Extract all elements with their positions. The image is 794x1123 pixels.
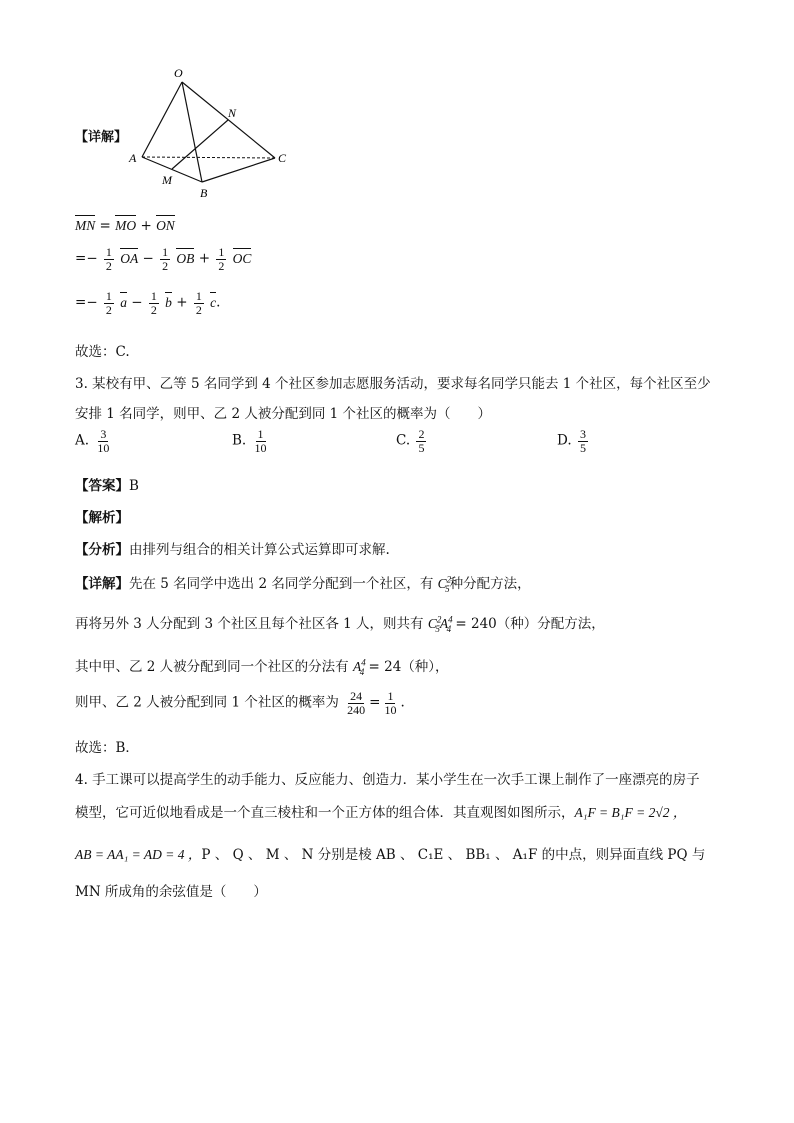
q3-line2: 安排 1 名同学，则甲、乙 2 人被分配到同 1 个社区的概率为（ ） — [75, 406, 492, 422]
fraction-half: $\frac{1}{2}$ — [105, 245, 112, 273]
q4-line4: MN 所成角的余弦值是（ ） — [75, 884, 267, 900]
q3-detail-1: 【详解】先在 5 名同学中选出 2 名同学分配到一个社区，有 $C^2_5$种分配方法， — [75, 574, 531, 594]
q4-line1: 4. 手工课可以提高学生的动手能力、反应能力、创造力．某小学生在一次手工课上制作了一座漂亮的房子 — [75, 772, 700, 788]
label-c: C — [278, 151, 287, 165]
label-m: M — [162, 173, 172, 187]
vec-on: ON — [156, 218, 175, 233]
q4-line3: AB = AA₁ = AD = 4 ，P 、 Q 、 M 、 N 分别是棱 AB 、 C₁E 、 BB₁ 、 A₁F 的中点，则异面直线 PQ 与 — [75, 847, 706, 863]
vec-oc: OC — [232, 250, 252, 266]
vector-equation-2: =− $\frac{1}{2}$ OA − $\frac{1}{2}$ OB + $\frac{1}{2}$ OC — [75, 245, 252, 273]
tetrahedron-diagram — [120, 62, 300, 202]
label-b: B — [200, 186, 208, 200]
q4-line2: 模型，它可近似地看成是一个直三棱柱和一个正方体的组合体．其直观图如图所示，A₁F = B₁F = 2√2 ， — [75, 805, 687, 821]
vector-equation-3: =− $\frac{1}{2}$ a − $\frac{1}{2}$ b + $\frac{1}{2}$ c. — [75, 289, 221, 317]
q3-line1: 3. 某校有甲、乙等 5 名同学到 4 个社区参加志愿服务活动，要求每名同学只能去 1 个社区，每个社区至少 — [75, 376, 711, 392]
eq-sign: = — [99, 218, 111, 234]
detail-tag: 【详解】 — [75, 130, 128, 145]
q3-option-a: A. $\frac{3}{10}$ — [75, 427, 110, 455]
vec-ob: OB — [176, 250, 195, 266]
plus-sign: + — [140, 218, 152, 234]
q3-option-b: B. $\frac{1}{10}$ — [232, 427, 267, 455]
vec-mo: MO — [115, 218, 137, 233]
vector-equation-1 — [75, 218, 175, 234]
edge-bc — [202, 158, 275, 182]
q3-option-d: D. $\frac{3}{5}$ — [557, 427, 586, 455]
q3-analysis-tag: 【解析】 — [75, 510, 129, 526]
edge-ac-dashed — [142, 157, 275, 158]
vec-mn: MN — [75, 218, 96, 233]
edge-oa — [142, 82, 182, 157]
vec-b: b — [165, 294, 172, 310]
permutation-a44: $A^4_4$ — [352, 657, 366, 677]
q3-fenxi: 【分析】由排列与组合的相关计算公式运算即可求解. — [75, 542, 390, 558]
edge-ab — [142, 157, 202, 182]
q3-detail-4: 则甲、乙 2 人被分配到同 1 个社区的概率为 $\frac{24}{240}$ = $\frac{1}{10}$ . — [75, 689, 405, 717]
vec-c: c — [210, 294, 217, 310]
vec-a: a — [120, 294, 127, 310]
label-n: N — [228, 106, 237, 120]
edge-oc — [182, 82, 275, 158]
label-a: A — [129, 151, 137, 165]
edge-ob — [182, 82, 202, 182]
vec-oa: OA — [120, 250, 139, 266]
q3-answer: 【答案】B — [75, 478, 139, 494]
segment-mn — [172, 120, 228, 169]
combination-c52: $C^2_5$ — [437, 574, 452, 594]
label-o: O — [174, 66, 183, 80]
q3-detail-3: 其中甲、乙 2 人被分配到同一个社区的分法有 $A^4_4 = 24$（种）， — [75, 657, 449, 677]
answer-choose-1: 故选：C. — [75, 344, 130, 360]
q3-option-c: C. $\frac{2}{5}$ — [396, 427, 425, 455]
q3-choose: 故选：B． — [75, 740, 139, 756]
q3-detail-2: 再将另外 3 人分配到 3 个社区且每个社区各 1 人，则共有 $C^2_5A^4_4 = 240$（种）分配方法， — [75, 614, 605, 634]
combination-c52-a44: $C^2_5A^4_4$ — [427, 614, 453, 634]
